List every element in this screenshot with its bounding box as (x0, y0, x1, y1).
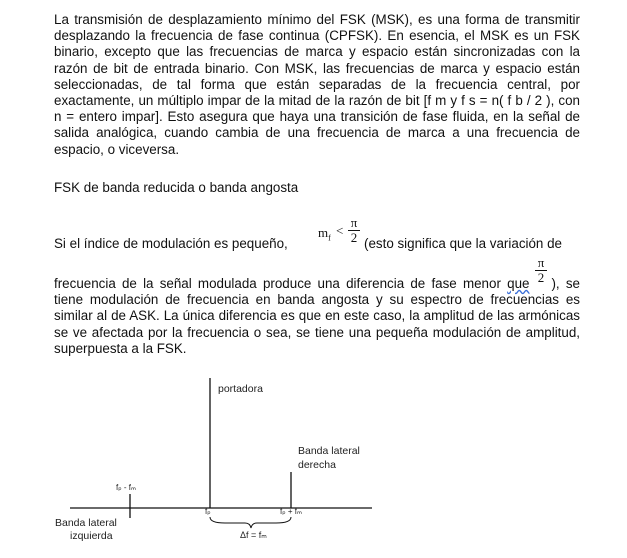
lower-frequency-label: fₚ - fₘ (116, 483, 136, 492)
less-than-symbol: < (336, 223, 344, 238)
delta-label: Δf = fₘ (240, 530, 267, 540)
fraction-denominator: 2 (350, 230, 358, 245)
lower-sideband-label-1: Banda lateral (55, 517, 117, 529)
fraction-numerator: π (348, 216, 360, 231)
fraction-denominator-2: 2 (537, 270, 545, 285)
carrier-label: portadora (218, 383, 263, 395)
modulation-index-text: Si el índice de modulación es pequeño, (54, 236, 288, 251)
upper-sideband-label-2: derecha (298, 459, 336, 471)
lower-sideband-label-2: izquierda (70, 530, 113, 542)
upper-frequency-label: fₚ + fₘ (280, 507, 302, 516)
carrier-frequency-label: fₚ (205, 507, 211, 516)
upper-sideband-label-1: Banda lateral (298, 445, 360, 457)
fraction-numerator-2: π (535, 256, 547, 271)
paragraph2-end: ), se tiene modulación de frecuencia en banda angosta y su espectro de frecuencias es similar al de ASK. La única diferencia es que en este caso, la amplitud de las armónicas se ve afectada por la frecuencia o sea, se tiene una pequeña modulación de amplitud, superpuesta a la FSK. (54, 276, 580, 356)
intro-paragraph: La transmisión de desplazamiento mínimo del FSK (MSK), es una forma de transmitir desplazando la frecuencia de fase continua (CPFSK). En esencia, el MSK es un FSK binario, excepto que las frecuencias de marca y espacio están sincronizadas con la razón de bit de entrada binario. Con MSK, las frecuencias de marca y espacio están seleccionadas, de tal forma que están separadas de la frecuencia central, por exactamente, un múltiplo impar de la mitad de la razón de bit [f m y f s = n( f b / 2 ), con n = entero impar]. Esto asegura que haya una transición de fase fluida, en la señal de salida analógica, cuando cambia de una frecuencia de marca a una frecuencia de espacio, o viceversa. (54, 12, 580, 157)
section-heading: FSK de banda reducida o banda angosta (54, 180, 299, 195)
spellcheck-word: que (507, 276, 530, 291)
mf-subscript: f (328, 233, 331, 243)
paragraph2-start: frecuencia de la señal modulada produce una diferencia de fase menor (54, 276, 508, 291)
variation-text: (esto significa que la variación de (364, 236, 562, 251)
mf-symbol: m (318, 225, 329, 240)
delta-brace (210, 517, 291, 528)
